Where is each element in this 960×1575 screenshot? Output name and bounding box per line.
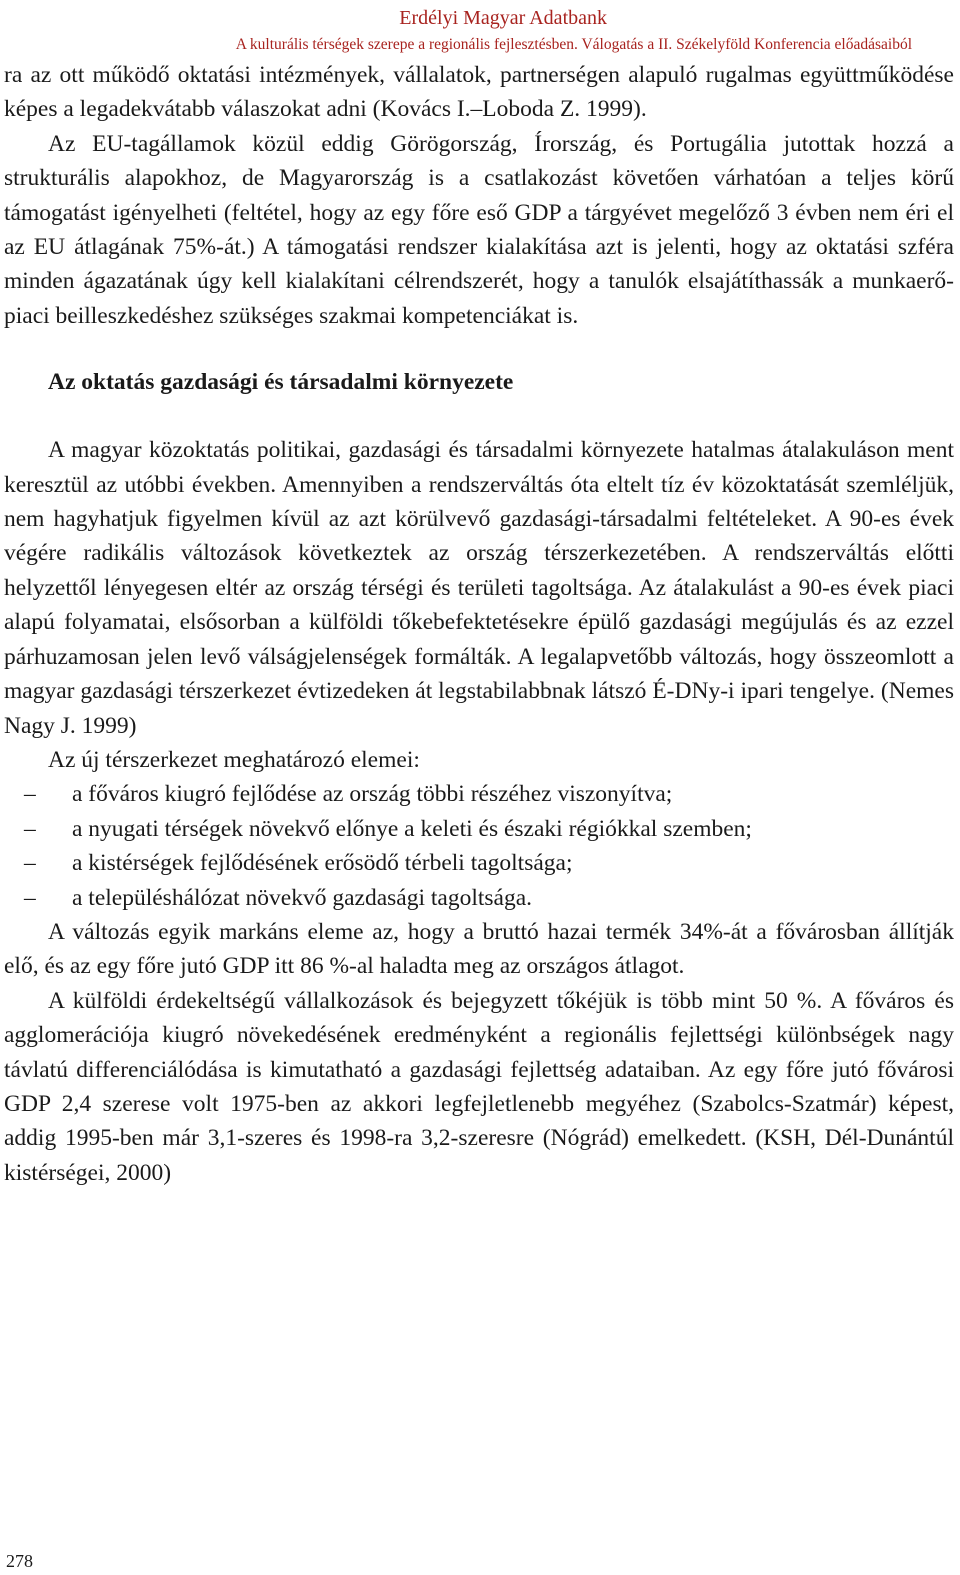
document-body [4, 58, 954, 1190]
paragraph-continuation: ra az ott működő oktatási intézmények, vállalatok, partnerségen alapuló rugalmas együttműködése képes a legadekvátabb válaszokat adni (Kovács I.–Loboda Z. 1999). [4, 62, 954, 123]
header-title: Erdélyi Magyar Adatbank [399, 7, 607, 29]
paragraph-foreign-capital: A külföldi érdekeltségű vállalkozások és bejegyzett tőkéjük is több mint 50 %. A főváros és agglomerációja kiugró növekedésének eredményként a regionális fejlettségi különbségek nagy távlatú differenciálódása is kimutatható a gazdasági fejlettség adataiban. Az egy főre jutó fővárosi GDP 2,4 szerese volt 1975-ben az akkori legfejletlenebb megyéhez (Szabolcs-Szatmár) képest, addig 1995-ben már 3,1-szeres és 1998-ra 3,2-szeresre (Nógrád) emelkedett. (KSH, Dél-Dunántúl kistérségei, 2000) [4, 987, 954, 1186]
list-item: – a nyugati térségek növekvő előnye a keleti és északi régiókkal szemben; [4, 812, 954, 846]
header-subtitle: A kulturális térségek szerepe a regionális fejlesztésben. Válogatás a II. Székelyföld Konferencia előadásaiból [235, 36, 912, 53]
page-number: 278 [6, 1551, 33, 1571]
paragraph-eu-support: Az EU-tagállamok közül eddig Görögország, Írország, és Portugália jutottak hozzá a strukturális alapokhoz, de Magyarország is a csatlakozást követően várhatóan a teljes körű támogatást igényelheti (feltétel, hogy az egy főre eső GDP a tárgyévet megelőző 3 évben nem éri el az EU átlagának 75%-át.) A támogatási rendszer kialakítása azt is jelenti, hogy az oktatási szféra minden ágazatának úgy kell kialakítani célrendszerét, hogy a tanulók elsajátíthassák a munkaerő-piaci beilleszkedéshez szükséges szakmai kompetenciákat is. [4, 130, 954, 329]
list-item: – a főváros kiugró fejlődése az ország többi részéhez viszonyítva; [4, 777, 954, 811]
list-item: – a kistérségek fejlődésének erősödő térbeli tagoltsága; [4, 846, 954, 880]
section-heading: Az oktatás gazdasági és társadalmi környezete [48, 369, 514, 396]
paragraph-gdp-share: A változás egyik markáns eleme az, hogy a bruttó hazai termék 34%-át a fővárosban állítják elő, és az egy főre jutó GDP itt 86 %-al haladta meg az országos átlagot. [4, 918, 954, 980]
list-intro: Az új térszerkezet meghatározó elemei: [48, 746, 420, 773]
paragraph-environment: A magyar közoktatás politikai, gazdasági és társadalmi környezete hatalmas átalakuláson ment keresztül az utóbbi években. Amennyiben a rendszerváltás óta eltelt tíz év közoktatását szemléljük, nem hagyhatjuk figyelmen kívül az azt körülvevő gazdasági-társadalmi feltételeket. A 90-es évek végére radikális változások következtek az ország térszerkezetében. A rendszerváltás előtti helyzettől lényegesen eltér az ország térségi és területi tagoltsága. Az átalakulást a 90-es évek piaci alapú folyamatai, elsősorban a külföldi tőkebefektetésekre épülő gazdasági megújulás és az ezzel párhuzamosan jelen levő válságjelenségek formálták. A legalapvetőbb változás, hogy összeomlott a magyar gazdasági térszerkezet évtizedeken át legstabilabbnak látszó É-DNy-i ipari tengelye. (Nemes Nagy J. 1999) [4, 437, 954, 739]
element-list [4, 777, 954, 915]
list-item: – a településhálózat növekvő gazdasági tagoltsága. [4, 881, 954, 915]
